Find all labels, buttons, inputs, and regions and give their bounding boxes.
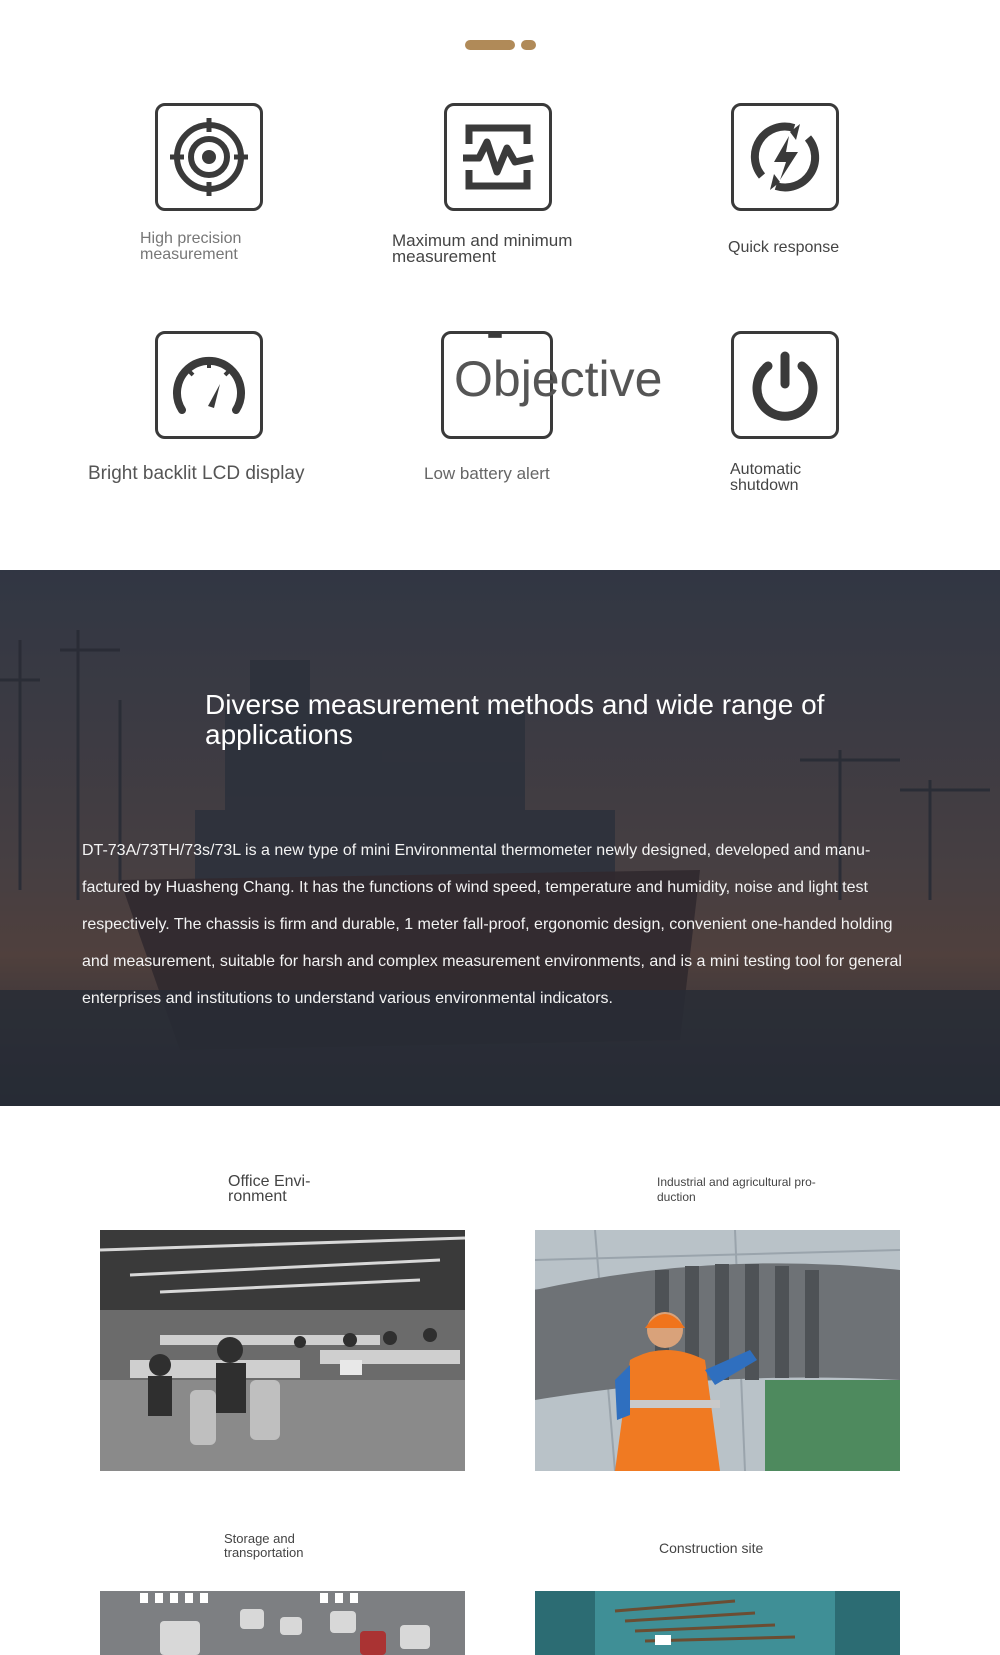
feature-label-precision: High precision measurement <box>140 230 242 263</box>
target-icon <box>155 103 263 211</box>
banner-description: DT-73A/73TH/73s/73L is a new type of mini Environmental thermometer newly designed, developed and manu-factured by Huasheng Chang. It has the functions of wind speed, temperature and humidity, noise and light test respectively. The chassis is firm and durable, 1 meter fall-proof, ergonomic design, convenient one-handed holding and measurement, suitable for harsh and complex measurement environments, and is a mini testing tool for general enterprises and institutions to understand various environmental indicators. <box>82 842 902 1007</box>
applications-banner <box>0 570 1000 1106</box>
app-label-storage: Storage and transportation <box>224 1531 304 1560</box>
office-photo <box>100 1230 465 1471</box>
industrial-photo <box>535 1230 900 1471</box>
banner-title: Diverse measurement methods and wide range of applications <box>205 689 825 750</box>
lightning-refresh-icon <box>731 103 839 211</box>
objective-overlay-text: Objective <box>454 351 663 407</box>
app-label-office: Office Envi-ronment <box>228 1173 311 1205</box>
gauge-icon <box>155 331 263 439</box>
traffic-photo <box>100 1591 465 1655</box>
feature-label-lcd: Bright backlit LCD display <box>88 463 305 484</box>
app-label-construction: Construction site <box>659 1540 764 1556</box>
accent-dot <box>521 40 536 50</box>
waveform-icon <box>444 103 552 211</box>
power-icon <box>731 331 839 439</box>
app-label-industrial: Industrial and agricultural pro-duction <box>657 1175 816 1204</box>
accent-dash <box>465 40 515 50</box>
feature-label-response: Quick response <box>728 239 840 256</box>
construction-photo <box>535 1591 900 1655</box>
feature-label-battery: Low battery alert <box>424 464 550 483</box>
feature-label-shutdown: Automatic shutdown <box>730 461 802 494</box>
feature-label-maxmin: Maximum and minimum measurement <box>392 231 573 266</box>
